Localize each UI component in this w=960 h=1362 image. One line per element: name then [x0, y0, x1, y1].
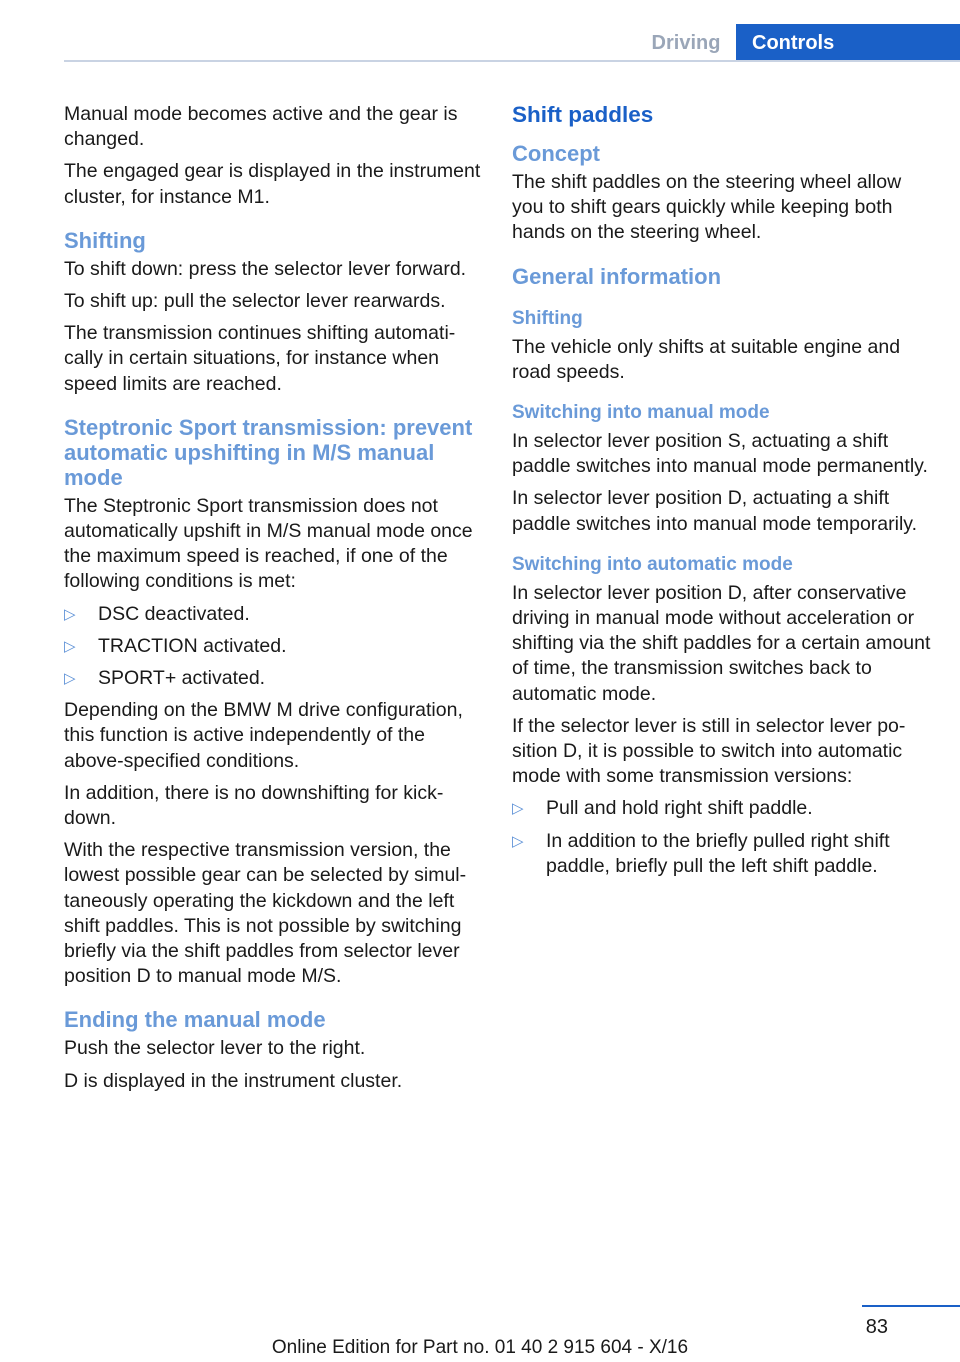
list-item-text: TRACTION activated. — [98, 634, 287, 657]
list-item — [64, 666, 484, 691]
triangle-bullet-icon: ▷ — [64, 637, 76, 655]
heading-concept: Concept — [512, 141, 600, 166]
tab-driving[interactable]: Driving — [651, 31, 721, 54]
tab-controls[interactable]: Controls — [736, 24, 960, 62]
list-item-text: SPORT+ activated. — [98, 667, 266, 690]
heading-switching-automatic: Switching into automatic mode — [512, 553, 793, 575]
paragraph: Manual mode becomes active and the gear is changed. — [64, 103, 458, 151]
paragraph: The transmission continues shifting automatically in certain situations, for instance when speed limits are reached. — [64, 322, 456, 395]
page-header — [0, 0, 960, 64]
paragraph: Depending on the BMW M drive configuration, this function is active independently of the above-specified conditions. — [64, 699, 463, 772]
paragraph: In selector lever position D, after conservative driving in manual mode without acceleration or shifting via the shift paddles for a certain amount of time, the transmission switches back to automatic mode. — [512, 581, 931, 705]
heading-ending-manual-mode: Ending the manual mode — [64, 1007, 326, 1033]
list-item — [512, 796, 932, 821]
paragraph: The Steptronic Sport transmission does not automatically upshift in M/S manual mode once the maximum speed is reached, if one of the following conditions is met: — [64, 494, 473, 593]
paragraph: If the selector lever is still in selector lever position D, it is possible to switch into automatic mode with some transmission versions: — [512, 714, 906, 788]
paragraph: To shift down: press the selector lever forward. — [64, 257, 467, 280]
page-number: 83 — [865, 1316, 888, 1338]
left-column — [64, 102, 484, 1101]
paragraph: In selector lever position D, actuating a shift paddle switches into manual mode temporarily. — [512, 487, 918, 535]
triangle-bullet-icon: ▷ — [512, 800, 524, 818]
automatic-mode-list — [512, 796, 932, 879]
paragraph: With the respective transmission version, the lowest possible gear can be selected by simultaneously operating the kickdown and the left shift paddles. This is not possible by switching briefly via the shift paddles from selector lever position D to manual mode M/S. — [64, 839, 467, 988]
list-item — [64, 634, 484, 659]
triangle-bullet-icon: ▷ — [512, 832, 524, 850]
heading-shift-paddles: Shift paddles — [512, 102, 654, 127]
paragraph: In addition, there is no downshifting for kickdown. — [64, 781, 444, 830]
right-column — [512, 102, 932, 886]
heading-shifting: Shifting — [512, 307, 583, 329]
list-item-text: DSC deactivated. — [98, 602, 250, 625]
heading-shifting: Shifting — [64, 227, 146, 253]
heading-switching-manual: Switching into manual mode — [512, 402, 770, 424]
paragraph: The shift paddles on the steering wheel allow you to shift gears quickly while keeping both hands on the steering wheel. — [512, 171, 902, 244]
conditions-list — [64, 602, 484, 692]
triangle-bullet-icon: ▷ — [64, 605, 76, 623]
footer-rule — [862, 1305, 960, 1307]
footer-edition: Online Edition for Part no. 01 40 2 915 604 - X/16 — [271, 1337, 689, 1358]
list-item-text: In addition to the briefly pulled right shift paddle, briefly pull the left shift paddle. — [546, 829, 890, 877]
paragraph: The engaged gear is displayed in the instrument cluster, for instance M1. — [64, 160, 481, 208]
paragraph: In selector lever position S, actuating a shift paddle switches into manual mode permanently. — [512, 430, 928, 478]
paragraph: To shift up: pull the selector lever rearwards. — [64, 290, 446, 313]
heading-steptronic: Steptronic Sport transmission: prevent automatic upshifting in M/S manual mode — [64, 414, 473, 490]
heading-general-information: General information — [512, 263, 722, 289]
paragraph: The vehicle only shifts at suitable engine and road speeds. — [512, 335, 901, 383]
paragraph: Push the selector lever to the right. — [64, 1037, 366, 1060]
header-rule — [64, 60, 960, 62]
triangle-bullet-icon: ▷ — [64, 670, 76, 688]
list-item — [64, 602, 484, 627]
paragraph: D is displayed in the instrument cluster. — [64, 1069, 403, 1092]
list-item-text: Pull and hold right shift paddle. — [546, 797, 813, 820]
list-item — [512, 829, 932, 879]
